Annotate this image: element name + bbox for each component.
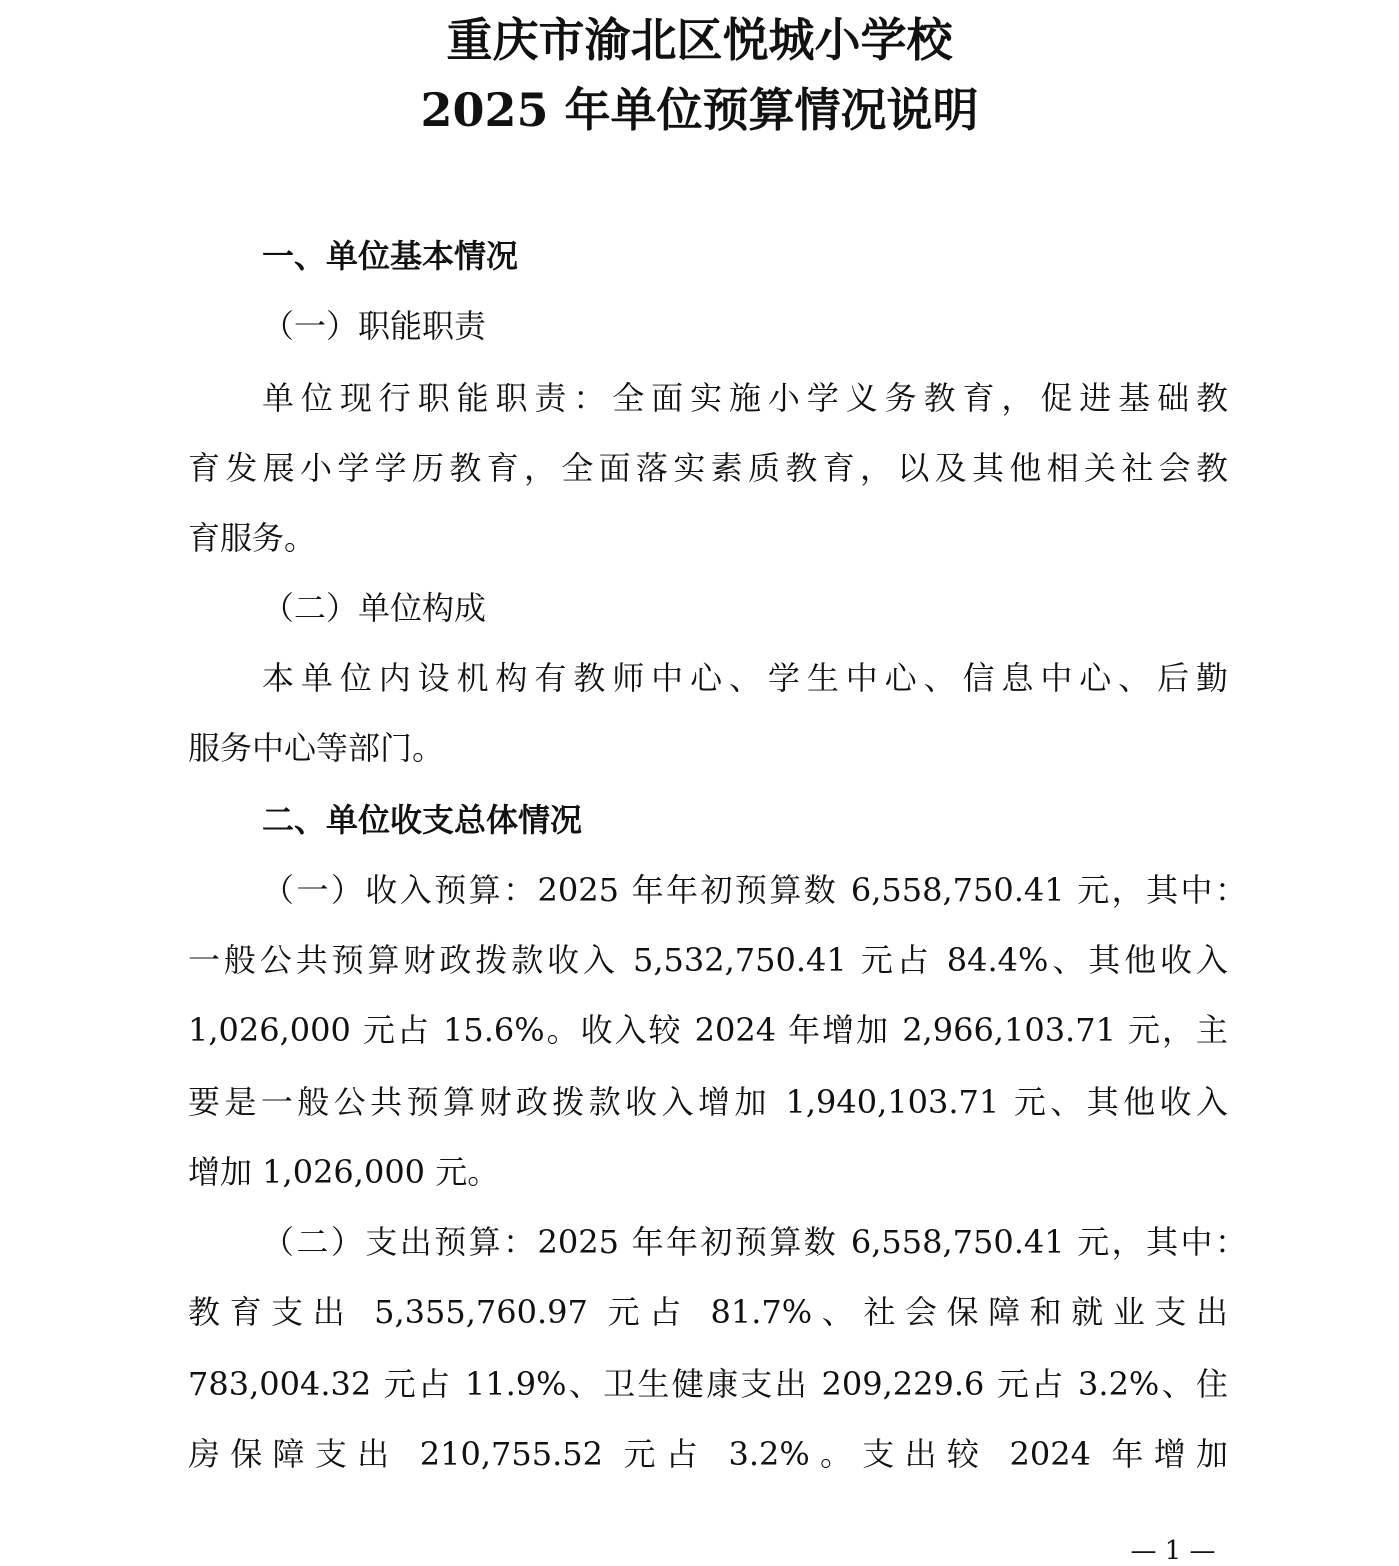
paragraph-line: 一般公共预算财政拨款收入 5,532,750.41 元占 84.4%、其他收入 <box>188 941 1228 979</box>
subsection-heading-structure: （二）单位构成 <box>262 589 487 627</box>
paragraph-line: 单位现行职能职责：全面实施小学义务教育，促进基础教 <box>262 379 1228 417</box>
page-number: — 1 — <box>1130 1536 1216 1566</box>
document-subtitle: 2025 年单位预算情况说明 <box>420 83 979 137</box>
paragraph-line: 房保障支出 210,755.52 元占 3.2%。支出较 2024 年增加 <box>188 1435 1228 1473</box>
paragraph-line: 育发展小学学历教育，全面落实素质教育，以及其他相关社会教 <box>188 449 1228 487</box>
paragraph-line: 服务中心等部门。 <box>188 729 445 767</box>
section-heading-1: 一、单位基本情况 <box>262 237 519 275</box>
paragraph-line-expense: （二）支出预算：2025 年年初预算数 6,558,750.41 元，其中： <box>262 1223 1247 1261</box>
paragraph-line: 783,004.32 元占 11.9%、卫生健康支出 209,229.6 元占 3.2%、住 <box>188 1365 1228 1403</box>
subsection-heading-duties: （一）职能职责 <box>262 307 487 345</box>
paragraph-line: 1,026,000 元占 15.6%。收入较 2024 年增加 2,966,103.71 元，主 <box>188 1011 1228 1049</box>
paragraph-line: 增加 1,026,000 元。 <box>188 1153 500 1191</box>
paragraph-line: 本单位内设机构有教师中心、学生中心、信息中心、后勤 <box>262 659 1228 697</box>
paragraph-line: 教育支出 5,355,760.97 元占 81.7%、社会保障和就业支出 <box>188 1293 1228 1331</box>
section-heading-2: 二、单位收支总体情况 <box>262 801 583 839</box>
document-title: 重庆市渝北区悦城小学校 <box>446 13 953 67</box>
page-footer <box>0 1536 1399 1566</box>
paragraph-line: 育服务。 <box>188 519 317 557</box>
paragraph-line: 要是一般公共预算财政拨款收入增加 1,940,103.71 元、其他收入 <box>188 1083 1228 1121</box>
paragraph-line-income: （一）收入预算：2025 年年初预算数 6,558,750.41 元，其中： <box>262 871 1247 909</box>
